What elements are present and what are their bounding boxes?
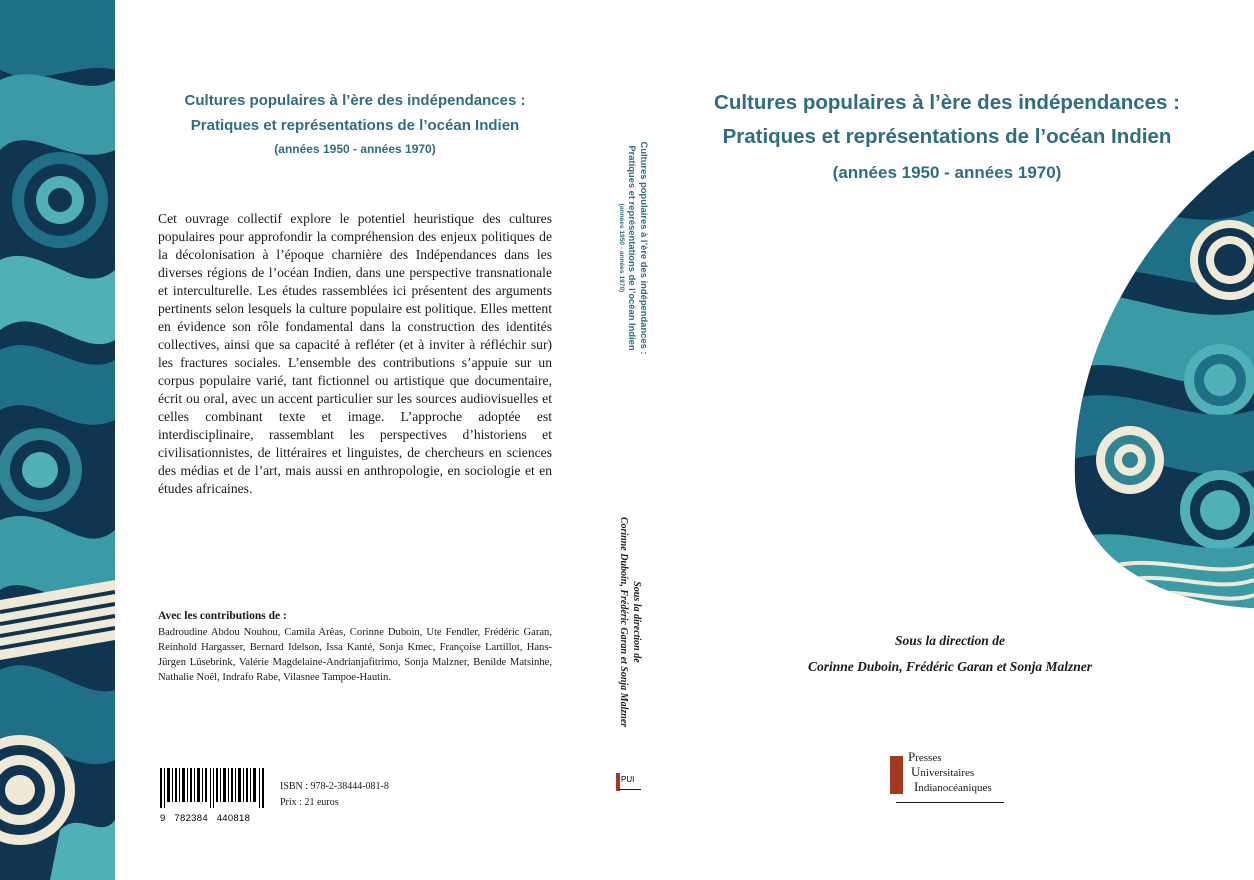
barcode-graphic [160,768,266,808]
front-title-line3: (années 1950 - années 1970) [832,163,1062,182]
price-text: Prix : 21 euros [280,797,339,808]
spine-title-line3: (années 1950 - années 1970) [618,203,625,293]
back-cover-title [150,88,560,160]
isbn-text: ISBN : 978-2-38444-081-8 [280,781,389,792]
publisher-word-presses: Presses [908,749,942,764]
front-cover-wave-artwork [1070,150,1254,610]
spine-title [616,141,650,354]
back-title-line2: Pratiques et représentations de l’océan Indien [190,117,520,134]
back-title-line1: Cultures populaires à l’ère des indépendances : [184,92,526,109]
spine-publisher-logo [616,773,642,793]
barcode [160,768,266,824]
publisher-word-indianoceaniques: Indianocéaniques [914,779,992,794]
wave-pattern-illustration [0,0,115,880]
spine-direction-line1: Sous la direction de [631,581,642,663]
spine-direction-line2: Corinne Duboin, Frédéric Garan et Sonja Malzner [618,516,629,728]
front-cover-direction [740,628,1160,680]
direction-line1: Sous la direction de [895,633,1005,648]
publisher-logo-red-block [890,756,903,794]
publisher-word-universitaires: Universitaires [911,764,975,779]
front-wave-illustration [1070,150,1254,610]
back-title-line3: (années 1950 - années 1970) [274,142,436,156]
spine-title-line1: Cultures populaires à l’ère des indépendances : [639,141,650,355]
spine-title-line2: Pratiques et représentations de l’océan Indien [627,145,638,351]
publisher-logo-underline [896,802,1004,803]
front-title-line1: Cultures populaires à l’ère des indépendances : [714,91,1180,114]
back-cover-summary: Cet ouvrage collectif explore le potentiel heuristique des cultures populaires pour approfondir la compréhension des enjeux politiques de la décolonisation à l’époque charnière des Indépendances dans les diverses régions de l’océan Indien, dans une perspective transnationale et interculturelle. Les études rassemblées ici présentent des arguments pertinents selon lesquels la culture populaire est politique. Elles mettent en évidence son rôle fondamental dans la construction des identités collectives, ainsi que sa capacité à refléter (et à inviter à réfléchir sur) les fractures sociales. L’ensemble des contributions s’appuie sur un corpus populaire varié, tant fictionnel ou artistique que documentaire, écrit ou oral, avec un accent particulier sur les sources audiovisuelles et celles combinant texte et image. L’approche adoptée est interdisciplinaire, rassemblant les perspectives d’historiens et civilisationnistes, de littéraires et linguistes, de chercheurs en sciences des médias et de l’art, mais aussi en anthropologie, en sociologie et en études africaines. [158,211,552,496]
barcode-number: 9 782384 440818 [160,813,251,824]
spine-logo-underline [619,789,641,790]
back-cover-wave-artwork [0,0,115,880]
contributions-heading: Avec les contributions de : [158,610,287,622]
publisher-logo [888,748,1008,808]
spine-logo-text: PUI [621,775,635,784]
direction-editors: Corinne Duboin, Frédéric Garan et Sonja Malzner [808,659,1092,674]
isbn-price-block [280,779,389,811]
front-title-line2: Pratiques et représentations de l’océan Indien [722,125,1172,148]
spine-direction [617,517,643,727]
contributors-list: Badroudine Abdou Nouhou, Camila Arêas, Corinne Duboin, Ute Fendler, Frédéric Garan, Reinhold Hargasser, Bernard Idelson, Issa Kanté, Sonja Kmec, Françoise Lartillot, Hans-Jürgen Lüsebrink, Valérie Magdelaine-Andrianjafitrimo, Sonja Malzner, Benilde Matsinhe, Nathalie Noël, Indrafo Rabe, Vilasnee Tampoe-Hautin. [158,627,552,683]
